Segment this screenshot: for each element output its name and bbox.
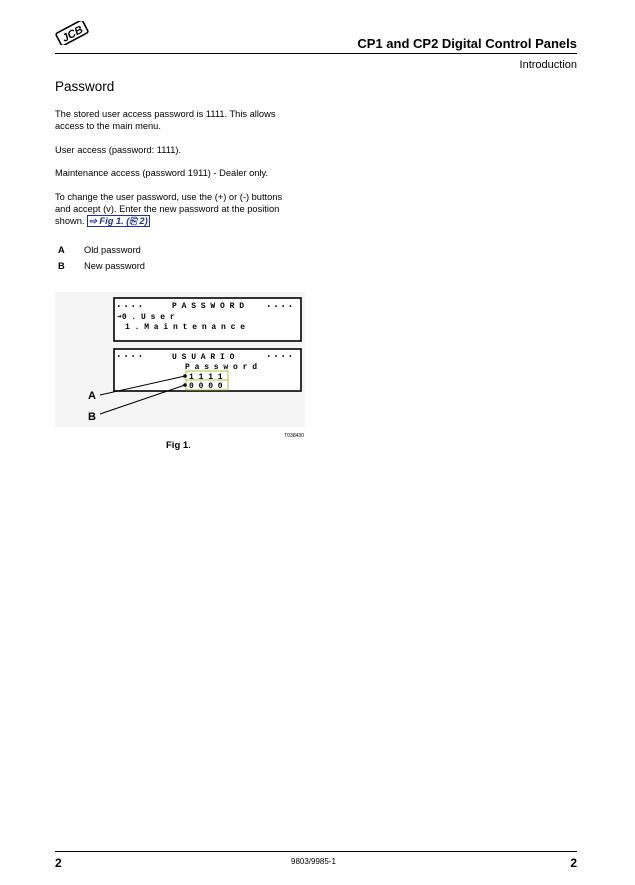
paragraph-line: and accept (v). Enter the new password at the position — [55, 204, 280, 214]
section-title: Introduction — [519, 59, 577, 71]
paragraph-change-password — [55, 191, 304, 227]
footer-divider — [55, 851, 577, 852]
header-divider — [55, 53, 577, 54]
paragraph-line: User access (password: 1111). — [55, 145, 182, 155]
paragraph-line — [55, 215, 304, 227]
legend-key-a: A — [58, 245, 65, 255]
screen-dots-right: • • • • — [267, 353, 293, 360]
screen-dots-left: • • • • — [117, 303, 143, 310]
figure-reference-code: T038430 — [284, 433, 304, 439]
callout-label-a: A — [88, 390, 96, 402]
legend-value-b: New password — [84, 261, 145, 271]
screen-row-user: ➔0 . U s e r — [117, 313, 175, 322]
figure-1 — [55, 292, 305, 427]
callout-dot-a — [183, 374, 187, 378]
screen-row-maintenance: 1 . M a i n t e n a n c e — [125, 323, 246, 332]
screen-row-password: P a s s w o r d — [185, 363, 258, 372]
page-heading: Password — [55, 79, 115, 94]
page-number-right: 2 — [570, 856, 577, 870]
paragraph-line: access to the main menu. — [55, 121, 161, 131]
paragraph-user-access — [55, 144, 304, 156]
screen-title: U S U A R I O — [172, 353, 235, 362]
callout-label-b: B — [88, 411, 96, 423]
paragraph-stored-password — [55, 108, 304, 132]
legend-value-a: Old password — [84, 245, 141, 255]
old-password-value: 1 1 1 1 — [189, 373, 223, 382]
jcb-logo — [55, 21, 89, 45]
callout-dot-b — [183, 383, 187, 387]
paragraph-line: Maintenance access (password 1911) - Dealer only. — [55, 168, 269, 178]
screen-dots-left: • • • • — [117, 353, 143, 360]
document-number: 9803/9985-1 — [291, 857, 336, 866]
logo-text: JCB — [60, 23, 86, 45]
paragraph-maintenance-access — [55, 167, 304, 179]
page-number-left: 2 — [55, 856, 62, 870]
new-password-value: 0 0 0 0 — [189, 382, 223, 391]
figure-caption: Fig 1. — [166, 440, 191, 451]
paragraph-line: To change the user password, use the (+) or (-) buttons — [55, 192, 283, 202]
paragraph-line: The stored user access password is 1111. This allows — [55, 109, 276, 119]
figure-link[interactable]: ⇨ Fig 1. (⎘ 2) — [89, 216, 148, 226]
screen-title: P A S S W O R D — [172, 302, 245, 311]
document-title: CP1 and CP2 Digital Control Panels — [357, 36, 577, 51]
paragraph-text: shown. — [55, 216, 85, 226]
screen-dots-right: • • • • — [267, 303, 293, 310]
legend-key-b: B — [58, 261, 65, 271]
